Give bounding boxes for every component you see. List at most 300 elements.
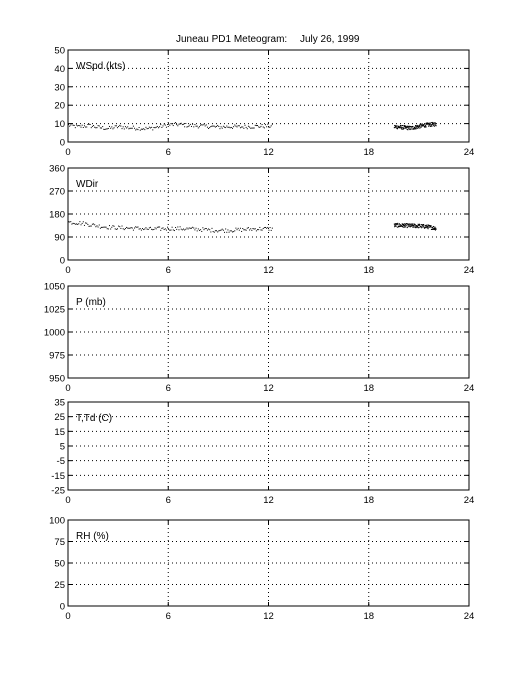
- data-point: [148, 229, 149, 230]
- data-point: [409, 127, 410, 128]
- y-tick-label: -5: [56, 456, 65, 468]
- data-point: [91, 226, 92, 227]
- data-point: [268, 230, 269, 231]
- data-point: [71, 123, 72, 124]
- data-point: [76, 223, 77, 224]
- data-point: [415, 125, 416, 126]
- data-point: [426, 126, 427, 127]
- data-point: [262, 230, 263, 231]
- data-point: [112, 128, 113, 129]
- data-point: [272, 228, 273, 229]
- data-point: [84, 125, 85, 126]
- data-point: [192, 227, 193, 228]
- data-point: [401, 125, 402, 126]
- data-point: [92, 224, 93, 225]
- data-point: [404, 225, 405, 226]
- data-point: [264, 127, 265, 128]
- data-point: [178, 124, 179, 125]
- data-point: [423, 124, 424, 125]
- data-point: [202, 124, 203, 125]
- data-point: [243, 229, 244, 230]
- data-point: [194, 229, 195, 230]
- data-point: [127, 126, 128, 127]
- data-point: [436, 229, 437, 230]
- data-point: [70, 125, 71, 126]
- data-point: [168, 124, 169, 125]
- data-point: [94, 224, 95, 225]
- data-point: [83, 221, 84, 222]
- data-point: [70, 221, 71, 222]
- data-point: [190, 228, 191, 229]
- data-point: [412, 227, 413, 228]
- y-tick-label: 0: [59, 255, 65, 267]
- data-point: [71, 224, 72, 225]
- data-point: [85, 127, 86, 128]
- panel-label: RH (%): [76, 531, 109, 542]
- data-point: [102, 126, 103, 127]
- data-point: [270, 127, 271, 128]
- data-point: [245, 125, 246, 126]
- data-point: [94, 127, 95, 128]
- data-point: [240, 127, 241, 128]
- x-tick-label: 12: [263, 265, 274, 276]
- y-tick-label: 270: [49, 186, 65, 198]
- data-point: [90, 124, 91, 125]
- data-point: [191, 126, 192, 127]
- data-point: [178, 229, 179, 230]
- y-tick-label: 5: [59, 441, 65, 453]
- data-point: [148, 128, 149, 129]
- data-point: [108, 128, 109, 129]
- data-point: [155, 227, 156, 228]
- data-point: [233, 231, 234, 232]
- data-point: [139, 229, 140, 230]
- data-point: [237, 126, 238, 127]
- data-point: [204, 229, 205, 230]
- data-point: [79, 125, 80, 126]
- data-point: [201, 231, 202, 232]
- data-point: [77, 224, 78, 225]
- data-point: [411, 128, 412, 129]
- data-point: [78, 125, 79, 126]
- x-tick-label: 6: [165, 265, 171, 276]
- data-point: [409, 223, 410, 224]
- data-point: [92, 126, 93, 127]
- data-point: [144, 228, 145, 229]
- data-point: [107, 128, 108, 129]
- data-point: [222, 128, 223, 129]
- data-point: [103, 129, 104, 130]
- data-point: [199, 230, 200, 231]
- data-point: [143, 128, 144, 129]
- data-point: [184, 229, 185, 230]
- data-point: [91, 127, 92, 128]
- data-point: [173, 125, 174, 126]
- data-point: [134, 128, 135, 129]
- data-point: [106, 227, 107, 228]
- y-tick-label: 90: [54, 232, 65, 244]
- data-point: [135, 129, 136, 130]
- data-point: [124, 128, 125, 129]
- data-point: [193, 126, 194, 127]
- data-point: [233, 126, 234, 127]
- data-point: [208, 128, 209, 129]
- data-point: [174, 230, 175, 231]
- data-point: [139, 127, 140, 128]
- y-tick-label: 360: [49, 163, 65, 175]
- data-point: [216, 230, 217, 231]
- data-point: [210, 126, 211, 127]
- data-point: [151, 127, 152, 128]
- data-point: [234, 124, 235, 125]
- data-point: [263, 228, 264, 229]
- y-tick-label: 75: [54, 537, 65, 548]
- data-point: [147, 229, 148, 230]
- data-point: [429, 123, 430, 124]
- y-tick-label: 25: [54, 580, 65, 591]
- data-point: [224, 127, 225, 128]
- data-point: [427, 226, 428, 227]
- data-point: [205, 125, 206, 126]
- data-point: [412, 126, 413, 127]
- data-point: [114, 226, 115, 227]
- data-point: [433, 226, 434, 227]
- data-point: [128, 128, 129, 129]
- data-point: [84, 225, 85, 226]
- data-point: [207, 230, 208, 231]
- data-point: [155, 127, 156, 128]
- data-point: [416, 128, 417, 129]
- data-point: [256, 125, 257, 126]
- data-point: [161, 228, 162, 229]
- data-point: [397, 128, 398, 129]
- data-point: [172, 227, 173, 228]
- data-point: [190, 124, 191, 125]
- data-point: [206, 124, 207, 125]
- data-point: [167, 124, 168, 125]
- data-point: [132, 128, 133, 129]
- data-point: [258, 229, 259, 230]
- data-point: [211, 228, 212, 229]
- data-point: [223, 230, 224, 231]
- data-point: [238, 228, 239, 229]
- data-point: [401, 129, 402, 130]
- data-point: [247, 228, 248, 229]
- data-point: [132, 228, 133, 229]
- data-point: [156, 228, 157, 229]
- data-point: [125, 228, 126, 229]
- data-point: [426, 224, 427, 225]
- data-point: [104, 227, 105, 228]
- data-point: [192, 124, 193, 125]
- data-point: [136, 129, 137, 130]
- data-point: [201, 124, 202, 125]
- data-point: [119, 125, 120, 126]
- data-point: [134, 228, 135, 229]
- data-point: [103, 227, 104, 228]
- data-point: [256, 230, 257, 231]
- data-point: [265, 124, 266, 125]
- data-point: [419, 224, 420, 225]
- data-point: [222, 229, 223, 230]
- data-point: [204, 124, 205, 125]
- data-point: [122, 226, 123, 227]
- data-point: [140, 130, 141, 131]
- data-point: [82, 125, 83, 126]
- data-point: [118, 226, 119, 227]
- data-point: [397, 223, 398, 224]
- x-tick-label: 18: [363, 147, 375, 158]
- data-point: [108, 228, 109, 229]
- data-point: [436, 125, 437, 126]
- data-point: [207, 127, 208, 128]
- data-point: [194, 124, 195, 125]
- data-point: [430, 123, 431, 124]
- data-point: [226, 232, 227, 233]
- data-point: [157, 227, 158, 228]
- data-point: [115, 228, 116, 229]
- x-tick-label: 18: [363, 383, 375, 394]
- data-point: [404, 128, 405, 129]
- data-point: [191, 228, 192, 229]
- data-point: [120, 228, 121, 229]
- data-point: [435, 123, 436, 124]
- data-point: [412, 224, 413, 225]
- data-point: [403, 224, 404, 225]
- data-point: [73, 223, 74, 224]
- data-point: [230, 230, 231, 231]
- y-tick-label: 15: [54, 426, 65, 438]
- data-point: [242, 126, 243, 127]
- data-point: [172, 123, 173, 124]
- data-point: [106, 128, 107, 129]
- data-point: [397, 227, 398, 228]
- data-point: [181, 123, 182, 124]
- data-point: [95, 226, 96, 227]
- data-point: [147, 128, 148, 129]
- y-tick-label: -25: [51, 485, 65, 497]
- data-point: [431, 122, 432, 123]
- data-point: [111, 227, 112, 228]
- data-point: [126, 127, 127, 128]
- data-point: [395, 224, 396, 225]
- data-point: [175, 227, 176, 228]
- data-point: [69, 221, 70, 222]
- data-point: [169, 230, 170, 231]
- x-tick-label: 24: [463, 265, 475, 276]
- data-point: [402, 226, 403, 227]
- data-point: [183, 124, 184, 125]
- data-point: [101, 128, 102, 129]
- data-point: [235, 228, 236, 229]
- y-tick-label: 50: [54, 45, 65, 57]
- data-point: [422, 123, 423, 124]
- data-point: [423, 224, 424, 225]
- data-point: [399, 126, 400, 127]
- x-tick-label: 12: [263, 495, 274, 506]
- data-point: [415, 126, 416, 127]
- data-point: [142, 129, 143, 130]
- data-point: [242, 228, 243, 229]
- chart-title-date: July 26, 1999: [300, 34, 360, 45]
- data-point: [161, 127, 162, 128]
- data-point: [414, 129, 415, 130]
- y-tick-label: -15: [51, 470, 65, 482]
- data-point: [409, 226, 410, 227]
- data-point: [231, 127, 232, 128]
- x-tick-label: 24: [463, 495, 475, 506]
- y-tick-label: 35: [54, 397, 65, 409]
- data-point: [197, 126, 198, 127]
- data-point: [416, 227, 417, 228]
- data-point: [262, 124, 263, 125]
- data-point: [210, 231, 211, 232]
- data-point: [202, 227, 203, 228]
- data-point: [109, 126, 110, 127]
- data-point: [100, 127, 101, 128]
- data-point: [152, 129, 153, 130]
- data-point: [410, 226, 411, 227]
- data-point: [157, 126, 158, 127]
- data-point: [435, 228, 436, 229]
- data-point: [189, 125, 190, 126]
- data-point: [226, 126, 227, 127]
- data-point: [245, 229, 246, 230]
- data-point: [258, 126, 259, 127]
- data-point: [200, 229, 201, 230]
- data-point: [177, 226, 178, 227]
- data-point: [211, 126, 212, 127]
- data-point: [267, 227, 268, 228]
- data-point: [81, 127, 82, 128]
- data-point: [129, 228, 130, 229]
- data-point: [167, 227, 168, 228]
- data-point: [73, 125, 74, 126]
- data-point: [68, 221, 69, 222]
- data-point: [414, 225, 415, 226]
- data-point: [257, 229, 258, 230]
- data-point: [128, 228, 129, 229]
- data-point: [77, 125, 78, 126]
- data-point: [85, 222, 86, 223]
- panels: [44, 46, 474, 623]
- data-point: [183, 229, 184, 230]
- data-point: [225, 228, 226, 229]
- data-point: [69, 126, 70, 127]
- data-point: [164, 124, 165, 125]
- data-point: [98, 125, 99, 126]
- data-point: [268, 127, 269, 128]
- data-point: [197, 230, 198, 231]
- data-point: [432, 227, 433, 228]
- data-point: [133, 126, 134, 127]
- data-point: [149, 127, 150, 128]
- data-point: [79, 221, 80, 222]
- data-point: [74, 125, 75, 126]
- data-point: [254, 128, 255, 129]
- y-tick-label: 950: [49, 373, 65, 385]
- data-point: [68, 124, 69, 125]
- x-tick-label: 24: [463, 147, 475, 158]
- data-point: [198, 127, 199, 128]
- data-point: [235, 126, 236, 127]
- data-point: [120, 126, 121, 127]
- panel-label: P (mb): [76, 297, 106, 308]
- data-point: [400, 126, 401, 127]
- data-point: [413, 227, 414, 228]
- data-point: [216, 126, 217, 127]
- y-tick-label: 30: [54, 82, 65, 94]
- data-point: [170, 230, 171, 231]
- data-point: [158, 127, 159, 128]
- data-point: [169, 125, 170, 126]
- data-point: [404, 227, 405, 228]
- data-point: [232, 128, 233, 129]
- data-point: [397, 125, 398, 126]
- data-point: [127, 228, 128, 229]
- data-point: [271, 230, 272, 231]
- data-point: [227, 229, 228, 230]
- data-point: [163, 227, 164, 228]
- data-point: [99, 125, 100, 126]
- data-point: [255, 125, 256, 126]
- data-point: [150, 127, 151, 128]
- data-point: [206, 228, 207, 229]
- data-point: [394, 226, 395, 227]
- data-point: [141, 129, 142, 130]
- data-point: [118, 126, 119, 127]
- y-tick-label: 100: [49, 515, 65, 527]
- data-point: [394, 224, 395, 225]
- data-point: [418, 127, 419, 128]
- data-point: [182, 229, 183, 230]
- data-point: [259, 127, 260, 128]
- data-point: [164, 229, 165, 230]
- data-point: [398, 224, 399, 225]
- x-tick-label: 6: [165, 495, 171, 506]
- x-tick-label: 0: [65, 265, 71, 276]
- data-point: [149, 227, 150, 228]
- data-point: [145, 227, 146, 228]
- data-point: [214, 126, 215, 127]
- x-tick-label: 6: [165, 611, 171, 622]
- data-point: [417, 128, 418, 129]
- data-point: [435, 227, 436, 228]
- data-point: [102, 227, 103, 228]
- data-point: [241, 231, 242, 232]
- data-point: [427, 122, 428, 123]
- y-tick-label: 1050: [43, 281, 65, 293]
- data-point: [225, 127, 226, 128]
- data-point: [131, 227, 132, 228]
- y-tick-label: 1000: [43, 327, 65, 339]
- data-point: [109, 225, 110, 226]
- y-tick-label: 40: [54, 63, 65, 75]
- y-tick-label: 10: [54, 119, 65, 131]
- data-point: [430, 124, 431, 125]
- data-point: [412, 223, 413, 224]
- data-point: [158, 227, 159, 228]
- data-point: [151, 229, 152, 230]
- data-point: [181, 229, 182, 230]
- data-point: [254, 229, 255, 230]
- data-point: [117, 127, 118, 128]
- data-point: [163, 125, 164, 126]
- data-point: [264, 227, 265, 228]
- data-point: [165, 125, 166, 126]
- data-point: [422, 227, 423, 228]
- data-point: [246, 230, 247, 231]
